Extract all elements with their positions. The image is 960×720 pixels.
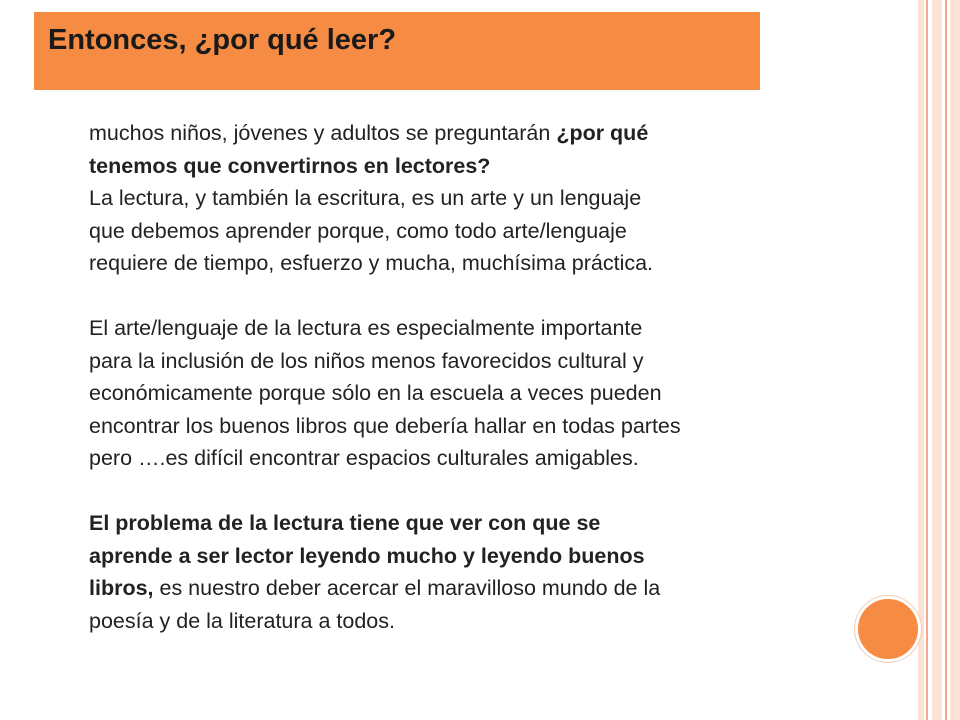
- decorative-circle: [855, 596, 921, 662]
- text-line: económicamente porque sólo en la escuela a veces pueden: [89, 381, 662, 405]
- slide-body: [89, 117, 849, 637]
- text-line: La lectura, y también la escritura, es un arte y un lenguaje: [89, 186, 642, 210]
- text-line: El arte/lenguaje de la lectura es especialmente importante: [89, 316, 643, 340]
- paragraph-problem: [89, 507, 849, 637]
- text-line: pero ….es difícil encontrar espacios culturales amigables.: [89, 446, 639, 470]
- text-line: encontrar los buenos libros que debería hallar en todas partes: [89, 413, 681, 438]
- slide-title: Entonces, ¿por qué leer?: [48, 24, 397, 56]
- text-line: [89, 117, 849, 150]
- text-span: muchos niños, jóvenes y adultos se preguntarán: [89, 121, 557, 145]
- text-line: tenemos que convertirnos en lectores?: [89, 153, 491, 178]
- text-line: que debemos aprender porque, como todo arte/lenguaje: [89, 218, 627, 243]
- bold-text-span: ¿por qué: [556, 121, 649, 145]
- text-span: es nuestro deber acercar el maravilloso mundo de la: [153, 576, 661, 600]
- text-line: [89, 572, 849, 605]
- text-line: aprende a ser lector leyendo mucho y leyendo buenos: [89, 543, 645, 568]
- title-bar: [34, 12, 760, 90]
- paragraph-inclusion: [89, 312, 849, 475]
- text-line: poesía y de la literatura a todos.: [89, 608, 395, 633]
- text-line: para la inclusión de los niños menos favorecidos cultural y: [89, 348, 644, 373]
- paragraph-gap: [89, 475, 849, 508]
- paragraph-why-read: [89, 117, 849, 280]
- decorative-right-border: [918, 0, 960, 720]
- paragraph-gap: [89, 280, 849, 313]
- text-line: requiere de tiempo, esfuerzo y mucha, muchísima práctica.: [89, 251, 654, 275]
- bold-text-span: libros,: [89, 576, 154, 600]
- text-line: El problema de la lectura tiene que ver con que se: [89, 511, 601, 535]
